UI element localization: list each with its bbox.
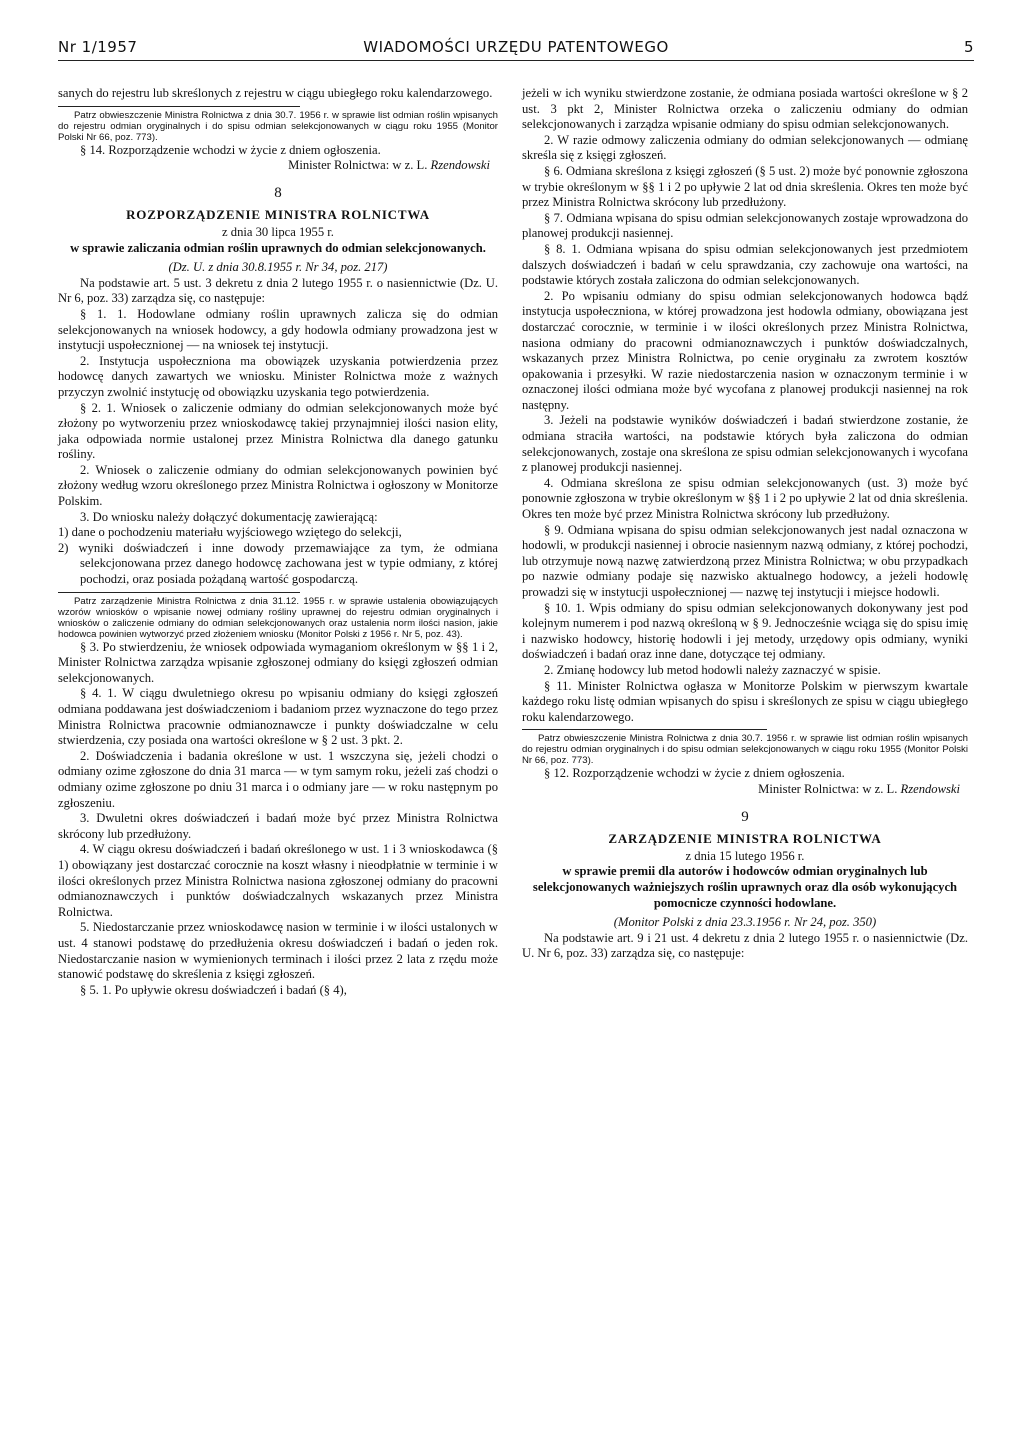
footnote: Patrz obwieszczenie Ministra Rolnictwa z dnia 30.7. 1956 r. w sprawie list odmian roślin wpisanych do rejestru odmian oryginalnych i do spisu odmian selekcjonowanych w ciągu roku 1955 (Monitor Polski Nr 66, poz. 773). bbox=[522, 733, 968, 767]
paragraph: § 7. Odmiana wpisana do spisu odmian selekcjonowanych zostaje wprowadzona do planowej produkcji nasiennej. bbox=[522, 210, 968, 241]
document-number: 8 bbox=[274, 184, 282, 201]
paragraph: § 11. Minister Rolnictwa ogłasza w Monitorze Polskim w pierwszym kwartale każdego roku listę odmian wpisanych do spisu i skreślonych ze spisu w ciągu ubiegłego roku kalendarzowego. bbox=[522, 678, 968, 724]
paragraph: 3. Jeżeli na podstawie wyników doświadczeń i badań stwierdzone zostanie, że odmiana straciła wartości, na podstawie których była zaliczona do odmian selekcjonowanych, zostaje ona skreślona ze spisu odmian selekcjonowanych i wycofana z planowej produkcji nasiennej. bbox=[522, 413, 968, 475]
paragraph: § 12. Rozporządzenie wchodzi w życie z dniem ogłoszenia. bbox=[544, 766, 845, 781]
paragraph: 4. Odmiana skreślona ze spisu odmian selekcjonowanych (ust. 3) może być ponownie zgłoszona w trybie określonym w §§ 1 i 2 po upływie 2 lat od dnia skreślenia. Okres ten może być przez Ministra Rolnictwa skrócony lub przedłużony. bbox=[522, 475, 968, 522]
footnote: Patrz zarządzenie Ministra Rolnictwa z dnia 31.12. 1955 r. w sprawie ustalenia obowiązujących wzorów wniosków o wpisanie nowej odmiany rośliny uprawnej do rejestru odmian oryginalnych i wniosków o zaliczenie odmiany do odmian selekcjonowanych oraz ustalenia norm ilości nasion, jakie hodowca powinien wytworzyć przed złożeniem wniosku (Monitor Polski z 1956 r. Nr 5, poz. 43). bbox=[58, 595, 498, 640]
list-item: 1) dane o pochodzeniu materiału wyjściowego wziętego do selekcji, bbox=[58, 525, 402, 540]
paragraph: 3. Dwuletni okres doświadczeń i badań może być przez Ministra Rolnictwa skrócony lub przedłużony. bbox=[58, 811, 498, 841]
right-column bbox=[522, 86, 968, 962]
document-source: (Dz. U. z dnia 30.8.1955 r. Nr 34, poz. 217) bbox=[168, 260, 388, 275]
document-subject: w sprawie premii dla autorów i hodowców odmian oryginalnych lub selekcjonowanych ważniejszych roślin uprawnych oraz dla osób wykonujących pomocnicze czynności hodowlane. bbox=[532, 864, 958, 910]
signature-name: Rzendowski bbox=[430, 158, 490, 173]
signature-prefix: Minister Rolnictwa: w z. L. bbox=[288, 158, 431, 173]
footnote: Patrz obwieszczenie Ministra Rolnictwa z dnia 30.7. 1956 r. w sprawie list odmian roślin wpisanych do rejestru odmian oryginalnych i do spisu odmian selekcjonowanych w ciągu roku 1955 (Monitor Polski Nr 66, poz. 773). bbox=[58, 109, 498, 143]
document-title: ROZPORZĄDZENIE MINISTRA ROLNICTWA bbox=[126, 207, 430, 223]
signature bbox=[522, 782, 968, 798]
paragraph: 2. W razie odmowy zaliczenia odmiany do odmian selekcjonowanych — odmianę skreśla się z księgi zgłoszeń. bbox=[522, 132, 968, 163]
paragraph: jeżeli w ich wyniku stwierdzone zostanie, że odmiana posiada wartości określone w § 2 ust. 3 pkt 2, Minister Rolnictwa orzeka o zaliczeniu odmiany do odmian selekcjonowanych i zarządza wpisanie odmiany do spisu odmian selekcjonowanych. bbox=[522, 86, 968, 132]
paragraph: 2. Zmianę hodowcy lub metod hodowli należy zaznaczyć w spisie. bbox=[544, 662, 881, 677]
paragraph: 4. W ciągu okresu doświadczeń i badań określonego w ust. 1 i 3 wnioskodawca (§ 1) obowiązany jest dostarczać corocznie na koszt własny i nieodpłatnie w terminie i w ilości określonych przez Ministra Rolnictwa nasiona zgłoszonej odmiany do pracowni odmianoznawczych i punktów doświadczalnych wskazanych przez Ministra Rolnictwa. bbox=[58, 842, 498, 919]
footnote-rule bbox=[58, 106, 300, 107]
page bbox=[58, 38, 974, 1418]
paragraph: 5. Niedostarczanie przez wnioskodawcę nasion w terminie i w ilości ustalonych w ust. 4 stanowi podstawę do przedłużenia okresu doświadczeń i badań o jeden rok. Niedostarczanie nasion w wymienionych terminach i ilości przez 2 lata z rzędu może stanowić podstawę do skreślenia z księgi zgłoszeń. bbox=[58, 920, 498, 982]
paragraph: 2. Instytucja uspołeczniona ma obowiązek uzyskania potwierdzenia przez hodowcę danych zawartych we wniosku. Minister Rolnictwa może z ważnych przyczyn zwolnić instytucję od obowiązku uzyskania tego potwierdzenia. bbox=[58, 353, 498, 399]
paragraph: § 10. 1. Wpis odmiany do spisu odmian selekcjonowanych dokonywany jest pod kolejnym numerem i pod nazwą określoną w § 9. Jednocześnie wciąga się do spisu imię i nazwisko hodowcy, historię hodowli i jej metody, urzędowy opis odmiany, wyniki doświadczeń i badań oraz inne dane, dotyczące tej odmiany. bbox=[522, 600, 968, 662]
paragraph: 3. Do wniosku należy dołączyć dokumentację zawierającą: bbox=[80, 509, 378, 524]
paragraph: § 14. Rozporządzenie wchodzi w życie z dniem ogłoszenia. bbox=[80, 142, 381, 157]
paragraph: § 6. Odmiana skreślona z księgi zgłoszeń (§ 5 ust. 2) może być ponownie zgłoszona w trybie określonym w §§ 1 i 2 po upływie 2 lat od dnia skreślenia. Okres ten może być przez Ministra Rolnictwa skrócony lub przedłużony. bbox=[522, 163, 968, 210]
journal-title: WIADOMOŚCI URZĘDU PATENTOWEGO bbox=[363, 38, 669, 56]
paragraph: § 1. 1. Hodowlane odmiany roślin uprawnych zalicza się do odmian selekcjonowanych na wniosek hodowcy, a gdy hodowla odmiany prowadzona jest w instytucji uspołecznionej — na wniosek tej instytucji. bbox=[58, 306, 498, 353]
paragraph: § 3. Po stwierdzeniu, że wniosek odpowiada wymaganiom określonym w §§ 1 i 2, Minister Rolnictwa zarządza wpisanie zgłoszonej odmiany do księgi zgłoszeń odmian selekcjonowanych. bbox=[58, 639, 498, 685]
signature bbox=[58, 158, 498, 174]
paragraph: Na podstawie art. 5 ust. 3 dekretu z dnia 2 lutego 1955 r. o nasiennictwie (Dz. U. Nr 6, poz. 33) zarządza się, co następuje: bbox=[58, 275, 498, 306]
paragraph: 2. Wniosek o zaliczenie odmiany do odmian selekcjonowanych powinien być złożony według wzoru określonego przez Ministra Rolnictwa i ogłoszony w Monitorze Polskim. bbox=[58, 462, 498, 509]
document-date: z dnia 30 lipca 1955 r. bbox=[222, 224, 334, 239]
signature-name: Rzendowski bbox=[900, 781, 960, 796]
paragraph: § 8. 1. Odmiana wpisana do spisu odmian selekcjonowanych jest przedmiotem dalszych doświadczeń i badań w celu sprawdzania, czy zachowuje ona wartości, na podstawie których została zaliczona do odmian selekcjonowanych. bbox=[522, 241, 968, 288]
document-source: (Monitor Polski z dnia 23.3.1956 r. Nr 24, poz. 350) bbox=[613, 915, 877, 930]
paragraph: § 2. 1. Wniosek o zaliczenie odmiany do odmian selekcjonowanych może być złożony po wytworzeniu przez wnioskodawcę takiej przynajmniej ilości nasion elity, jaka odpowiada normie ustalonej przez Ministra Rolnictwa dla danego gatunku rośliny. bbox=[58, 400, 498, 462]
footnote-rule bbox=[58, 592, 300, 593]
paragraph: § 5. 1. Po upływie okresu doświadczeń i badań (§ 4), bbox=[80, 982, 347, 997]
paragraph: § 4. 1. W ciągu dwuletniego okresu po wpisaniu odmiany do księgi zgłoszeń odmiana poddawana jest doświadczeniom i badaniom przez wyznaczone do tego przez Ministra Rolnictwa pracownie odmianoznawcze i punkty doświadczalne w celu stwierdzenia, czy posiada ona wartości określone w § 2 ust. 3 pkt. 2. bbox=[58, 686, 498, 748]
paragraph: 2. Doświadczenia i badania określone w ust. 1 wszczyna się, jeżeli chodzi o odmiany ozime zgłoszone do dnia 31 marca — w tym samym roku, jeżeli zaś chodzi o odmiany ozime zgłoszone po dniu 31 marca i o odmiany jare — w roku następnym po zgłoszeniu. bbox=[58, 748, 498, 810]
document-number: 9 bbox=[741, 808, 749, 825]
left-column bbox=[58, 86, 498, 998]
issue-number: Nr 1/1957 bbox=[58, 38, 138, 56]
paragraph: 2. Po wpisaniu odmiany do spisu odmian selekcjonowanych hodowca bądź instytucja uspołeczniona, w której prowadzona jest hodowla odmiany, obowiązana jest dostarczać corocznie, w terminie i w ilości określonych przez Ministra Rolnictwa, nasiona odmiany do pracowni odmianoznawczych i punktów doświadczalnych, wskazanych przez Ministra Rolnictwa, po cenie oryginału za zwrotem kosztów opakowania i przesyłki. W razie niedostarczenia nasion w oznaczonym terminie i w oznaczonej ilości odmiana może być wycofana z planowej produkcji nasiennej na rok następny. bbox=[522, 288, 968, 412]
document-subject: w sprawie zaliczania odmian roślin uprawnych do odmian selekcjonowanych. bbox=[70, 240, 486, 255]
signature-prefix: Minister Rolnictwa: w z. L. bbox=[758, 781, 901, 796]
paragraph: Na podstawie art. 9 i 21 ust. 4 dekretu z dnia 2 lutego 1955 r. o nasiennictwie (Dz. U. Nr 6, poz. 33) zarządza się, co następuje: bbox=[522, 930, 968, 961]
list-item: 2) wyniki doświadczeń i inne dowody przemawiające za tym, że odmiana selekcjonowana przez danego hodowcę zachowana jest w typie odmiany, z której pochodzi, oraz posiada pożądaną wartość gospodarczą. bbox=[58, 540, 498, 587]
document-date: z dnia 15 lutego 1956 r. bbox=[685, 848, 805, 863]
page-number: 5 bbox=[963, 38, 974, 56]
document-title: ZARZĄDZENIE MINISTRA ROLNICTWA bbox=[608, 831, 882, 847]
running-header bbox=[58, 38, 974, 62]
paragraph: § 9. Odmiana wpisana do spisu odmian selekcjonowanych jest nadal oznaczona w hodowli, w produkcji nasiennej i obrocie nasiennym nazwą odmiany, z której pochodzi, lub otrzymuje nową nazwę zatwierdzoną przez Ministra Rolnictwa; w obu przypadkach po nazwie odmiany podaje się nazwisko aktualnego hodowcy, a jeżeli hodowlę prowadzi się w instytucji uspołecznionej — nazwę tej instytucji i miejsce hodowli. bbox=[522, 522, 968, 599]
header-rule bbox=[58, 60, 974, 61]
paragraph: sanych do rejestru lub skreślonych z rejestru w ciągu ubiegłego roku kalendarzowego. bbox=[58, 86, 493, 100]
footnote-rule bbox=[522, 729, 767, 730]
